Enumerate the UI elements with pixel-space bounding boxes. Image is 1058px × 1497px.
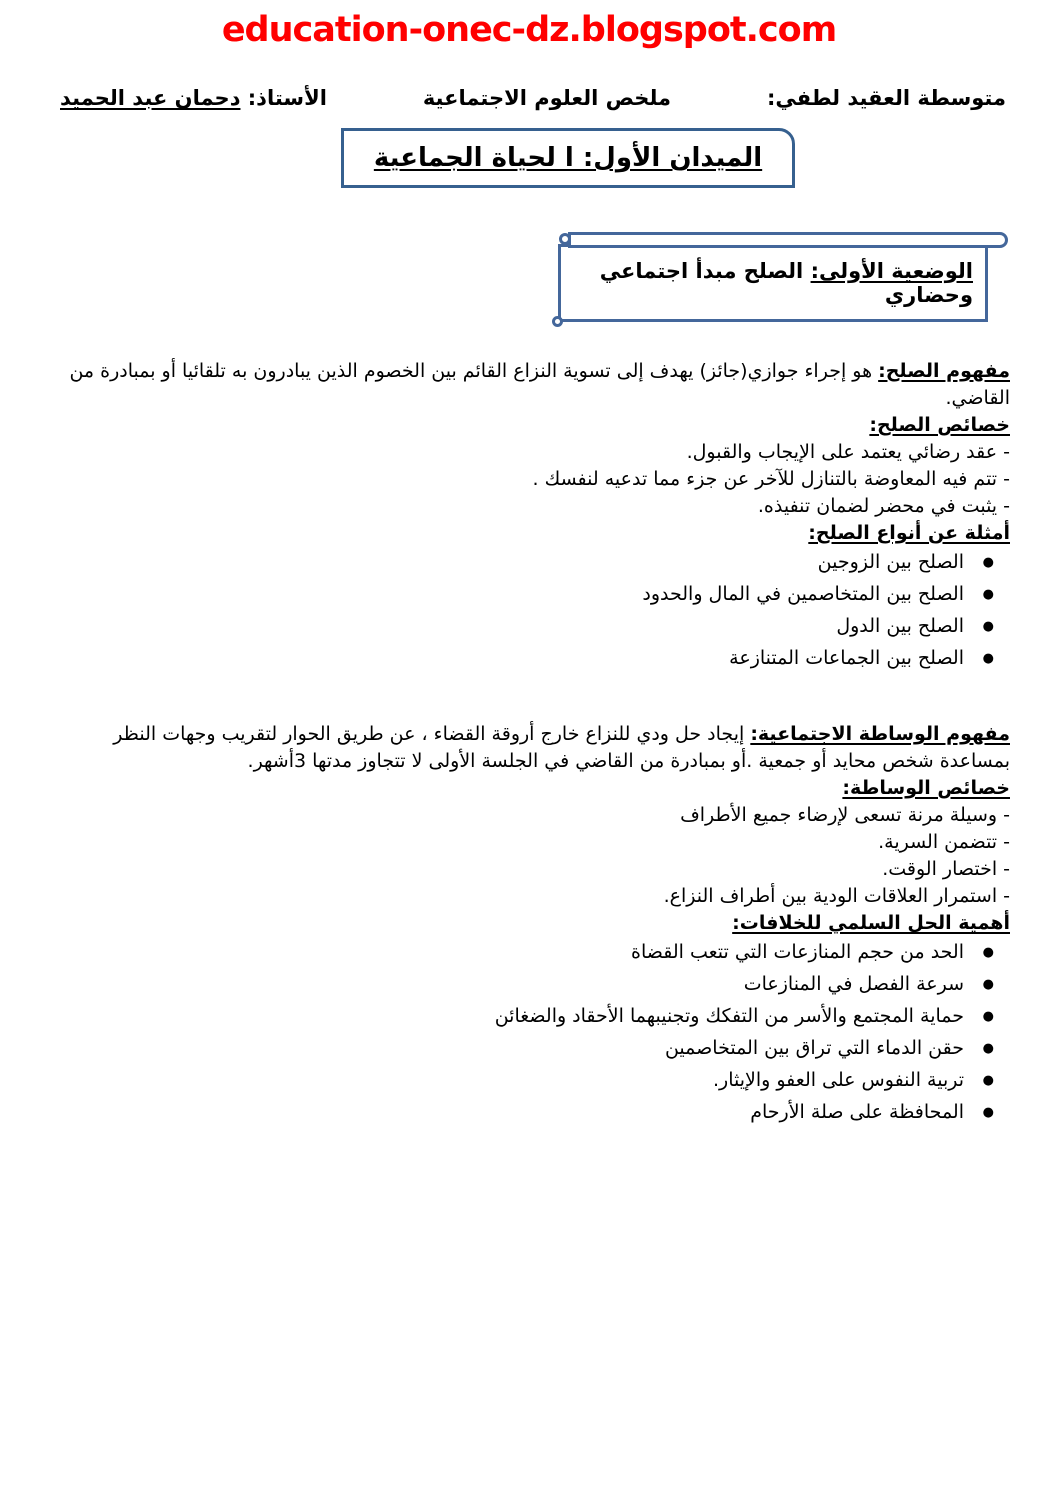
list-item: ● سرعة الفصل في المنازعات [40,971,1010,998]
list-item: ● الصلح بين الزوجين [40,549,1010,576]
school-name: متوسطة العقيد لطفي: [766,86,1006,110]
solh-definition-paragraph [40,358,1010,412]
wasata-property-line: - اختصار الوقت. [882,858,1010,880]
wasata-definition-label: مفهوم الوساطة الاجتماعية: [750,723,1010,745]
situation-title: الصلح مبدأ اجتماعي وحضاري [599,259,973,307]
solh-examples-heading: أمثلة عن أنواع الصلح: [808,522,1010,544]
situation-scroll-banner [556,232,1008,324]
wasata-property-line: - وسيلة مرنة تسعى لإرضاء جميع الأطراف [680,804,1010,826]
situation-banner-text [558,244,988,322]
wasata-property-line: - تتضمن السرية. [878,831,1010,853]
solh-properties-heading: خصائص الصلح: [869,414,1010,436]
solh-definition-label: مفهوم الصلح: [878,360,1010,382]
scroll-curl-bottom-icon [552,316,563,327]
teacher-name [60,86,327,110]
field-title-box [341,128,795,188]
site-url-header: education-onec-dz.blogspot.com [221,10,837,50]
solh-property-line: - تتم فيه المعاوضة بالتنازل للآخر عن جزء مما تدعيه لنفسك . [532,468,1010,490]
field-title-text: الميدان الأول: ا لحياة الجماعية [373,143,763,173]
section-gap [40,677,1010,721]
document-subject: ملخص العلوم الاجتماعية [422,86,672,110]
teacher-name-text: دحمان عبد الحميد [60,86,241,110]
list-item: ● الصلح بين الدول [40,613,1010,640]
list-item: ● الحد من حجم المنازعات التي تتعب القضاة [40,939,1010,966]
wasata-definition-text: إيجاد حل ودي للنزاع خارج أروقة القضاء ، عن طريق الحوار لتقريب وجهات النظر بمساعدة شخص محايد أو جمعية .أو بمبادرة من القاضي في الجلسة الأولى لا تتجاوز مدتها 3أشهر. [113,723,1010,772]
document-info-row [60,86,1006,116]
peaceful-resolution-list [40,939,1010,1126]
list-item: ● الصلح بين المتخاصمين في المال والحدود [40,581,1010,608]
peaceful-resolution-heading: أهمية الحل السلمي للخلافات: [732,912,1010,934]
scroll-curl-top-icon [559,233,571,245]
wasata-property-line: - استمرار العلاقات الودية بين أطراف النزاع. [663,885,1010,907]
list-item: ● المحافظة على صلة الأرحام [40,1099,1010,1126]
solh-property-line: - يثبت في محضر لضمان تنفيذه. [757,495,1010,517]
scroll-top-roll [568,232,1008,248]
document-body [40,358,1010,1126]
solh-definition-text: هو إجراء جوازي(جائز) يهدف إلى تسوية النزاع القائم بين الخصوم الذين يبادرون به تلقائيا أو بمبادرة من القاضي. [69,360,1010,409]
list-item: ● تربية النفوس على العفو والإيثار. [40,1067,1010,1094]
teacher-label: الأستاذ: [240,86,327,110]
list-item: ● حقن الدماء التي تراق بين المتخاصمين [40,1035,1010,1062]
solh-examples-list [40,549,1010,672]
list-item: ● حماية المجتمع والأسر من التفكك وتجنيبهما الأحقاد والضغائن [40,1003,1010,1030]
situation-label: الوضعية الأولى: [810,259,973,283]
solh-property-line: - عقد رضائي يعتمد على الإيجاب والقبول. [686,441,1010,463]
wasata-properties-heading: خصائص الوساطة: [842,777,1010,799]
list-item: ● الصلح بين الجماعات المتنازعة [40,645,1010,672]
wasata-definition-paragraph [40,721,1010,775]
